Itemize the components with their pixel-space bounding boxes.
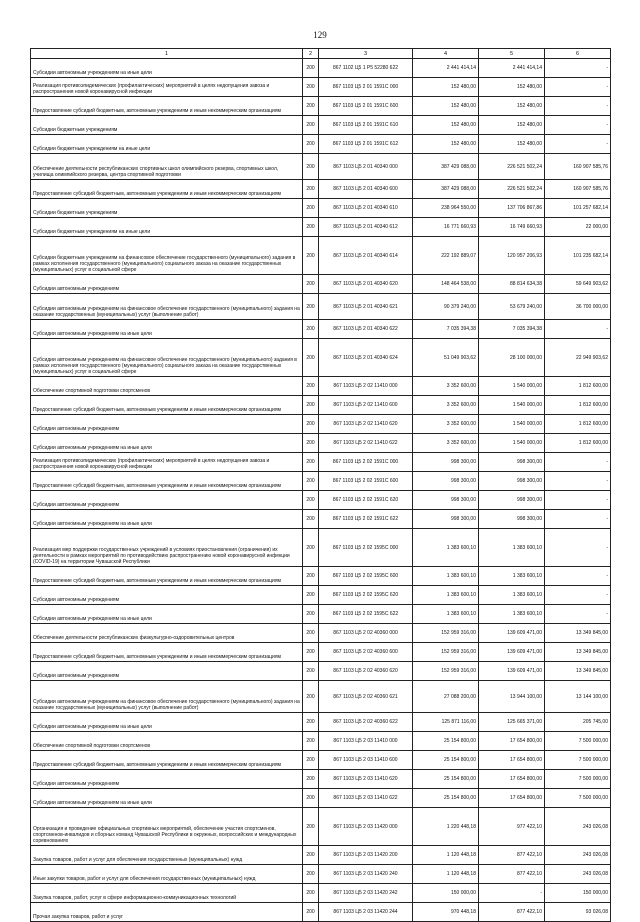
row-code-cell: 200 (303, 605, 319, 624)
table-row (31, 97, 611, 116)
row-approved-cell: 25 154 800,00 (413, 789, 479, 808)
row-kbk-cell: 867 1103 Ц5 2 01 40340 000 (319, 154, 413, 180)
row-approved-cell: 1 220 448,18 (413, 808, 479, 846)
row-code-cell: 200 (303, 135, 319, 154)
row-approved-cell: 3 352 600,00 (413, 434, 479, 453)
row-name-cell: Субсидии автономным учреждениям на финансовое обеспечение государственного (муниципального) задания в рамках исполнения государственного (муниципального) социального заказа на оказание государственных (муниципальных) услуг в социальной сфере (31, 339, 303, 377)
row-executed-cell: 53 679 240,00 (479, 294, 545, 320)
row-approved-cell: 90 379 240,00 (413, 294, 479, 320)
row-remaining-cell: 7 500 000,00 (545, 751, 611, 770)
row-kbk-cell: 867 1103 Ц5 2 02 40360 622 (319, 713, 413, 732)
row-code-cell: 200 (303, 116, 319, 135)
row-kbk-cell: 867 1103 Ц5 2 01 40340 621 (319, 294, 413, 320)
row-executed-cell: 1 540 000,00 (479, 415, 545, 434)
row-code-cell: 200 (303, 732, 319, 751)
row-name-cell: Субсидии бюджетным учреждениям (31, 199, 303, 218)
row-code-cell: 200 (303, 415, 319, 434)
row-code-cell: 200 (303, 237, 319, 275)
row-name-cell: Субсидии автономным учреждениям (31, 491, 303, 510)
report-table (30, 48, 611, 922)
row-name-cell: Предоставление субсидий бюджетным, автономным учреждениям и иным некоммерческим организациям (31, 97, 303, 116)
row-approved-cell: 16 771 660,93 (413, 218, 479, 237)
row-approved-cell: 1 383 600,10 (413, 586, 479, 605)
row-kbk-cell: 867 1103 Ц5 2 02 1595С 000 (319, 529, 413, 567)
row-executed-cell: 120 957 206,93 (479, 237, 545, 275)
row-approved-cell: 148 464 538,00 (413, 275, 479, 294)
row-executed-cell: 16 749 660,93 (479, 218, 545, 237)
row-code-cell: 200 (303, 180, 319, 199)
row-name-cell: Предоставление субсидий бюджетным, автономным учреждениям и иным некоммерческим организациям (31, 396, 303, 415)
row-name-cell: Субсидии автономным учреждениям на иные цели (31, 320, 303, 339)
row-code-cell: 200 (303, 681, 319, 713)
header-cell-kbk: 3 (319, 49, 413, 59)
row-remaining-cell: 13 349 845,00 (545, 662, 611, 681)
row-code-cell: 200 (303, 434, 319, 453)
row-executed-cell: - (479, 884, 545, 903)
row-approved-cell: 3 352 600,00 (413, 377, 479, 396)
row-remaining-cell: 243 026,08 (545, 865, 611, 884)
row-name-cell: Субсидии автономным учреждениям на иные цели (31, 789, 303, 808)
row-code-cell: 200 (303, 59, 319, 78)
row-code-cell: 200 (303, 846, 319, 865)
row-approved-cell: 3 352 600,00 (413, 396, 479, 415)
row-code-cell: 200 (303, 662, 319, 681)
row-name-cell: Реализация мер поддержки государственных учреждений в условиях приостановления (ограничения) их деятельности в рамках мероприятий по противодействию распространению новой коронавирусной инфекции (COVID-19) на территории Чувашской Республики (31, 529, 303, 567)
row-executed-cell: 2 441 414,14 (479, 59, 545, 78)
table-row (31, 732, 611, 751)
row-kbk-cell: 867 1103 Ц5 2 01 40340 600 (319, 180, 413, 199)
row-remaining-cell: 7 500 000,00 (545, 732, 611, 751)
row-approved-cell: 150 000,00 (413, 884, 479, 903)
table-row (31, 789, 611, 808)
row-kbk-cell: 867 1103 Ц5 2 02 11410 600 (319, 396, 413, 415)
row-kbk-cell: 867 1103 Ц5 2 01 40340 622 (319, 320, 413, 339)
table-row (31, 643, 611, 662)
row-name-cell: Предоставление субсидий бюджетным, автономным учреждениям и иным некоммерческим организациям (31, 643, 303, 662)
row-name-cell: Предоставление субсидий бюджетным, автономным учреждениям и иным некоммерческим организациям (31, 567, 303, 586)
row-code-cell: 200 (303, 789, 319, 808)
row-kbk-cell: 867 1103 Ц5 2 02 11410 622 (319, 434, 413, 453)
row-remaining-cell: 7 500 000,00 (545, 770, 611, 789)
row-executed-cell: 1 383 600,10 (479, 586, 545, 605)
row-remaining-cell: 243 026,08 (545, 808, 611, 846)
row-executed-cell: 139 609 471,00 (479, 662, 545, 681)
row-code-cell: 200 (303, 713, 319, 732)
row-name-cell: Иные закупки товаров, работ и услуг для обеспечения государственных (муниципальных) нужд (31, 865, 303, 884)
row-approved-cell: 387 429 088,00 (413, 154, 479, 180)
table-row (31, 751, 611, 770)
row-code-cell: 200 (303, 529, 319, 567)
row-remaining-cell: - (545, 472, 611, 491)
row-kbk-cell: 867 1103 Ц5 2 01 40340 620 (319, 275, 413, 294)
table-row (31, 434, 611, 453)
row-approved-cell: 152 959 316,00 (413, 643, 479, 662)
row-name-cell: Закупка товаров, работ, услуг в сфере информационно-коммуникационных технологий (31, 884, 303, 903)
row-kbk-cell: 867 1103 Ц5 2 02 1591С 622 (319, 510, 413, 529)
row-code-cell: 200 (303, 643, 319, 662)
header-cell-executed: 5 (479, 49, 545, 59)
table-row (31, 218, 611, 237)
row-remaining-cell: 36 700 000,00 (545, 294, 611, 320)
row-approved-cell: 1 383 600,10 (413, 605, 479, 624)
row-executed-cell: 226 521 502,24 (479, 154, 545, 180)
row-code-cell: 200 (303, 808, 319, 846)
row-name-cell: Организация и проведение официальных спортивных мероприятий, обеспечение участия спортсменов, спортсменов-инвалидов и сборных команд Чувашской Республики в окружных, всероссийских и международных соревнованиях (31, 808, 303, 846)
row-kbk-cell: 867 1103 Ц5 2 02 11410 000 (319, 377, 413, 396)
table-row (31, 472, 611, 491)
table-row (31, 586, 611, 605)
row-approved-cell: 152 480,00 (413, 78, 479, 97)
row-approved-cell: 998 300,00 (413, 453, 479, 472)
row-name-cell: Субсидии автономным учреждениям (31, 662, 303, 681)
row-kbk-cell: 867 1103 Ц5 2 03 11410 622 (319, 789, 413, 808)
row-kbk-cell: 867 1103 Ц5 2 03 11410 620 (319, 770, 413, 789)
table-row (31, 662, 611, 681)
row-executed-cell: 226 521 502,24 (479, 180, 545, 199)
row-executed-cell: 139 609 471,00 (479, 624, 545, 643)
row-code-cell: 200 (303, 199, 319, 218)
row-approved-cell: 7 035 394,38 (413, 320, 479, 339)
row-remaining-cell: 160 907 585,76 (545, 154, 611, 180)
table-row (31, 154, 611, 180)
row-approved-cell: 152 480,00 (413, 116, 479, 135)
header-cell-name: 1 (31, 49, 303, 59)
row-remaining-cell: - (545, 567, 611, 586)
row-approved-cell: 1 383 600,10 (413, 567, 479, 586)
row-name-cell: Предоставление субсидий бюджетным, автономным учреждениям и иным некоммерческим организациям (31, 472, 303, 491)
row-executed-cell: 152 480,00 (479, 135, 545, 154)
row-kbk-cell: 867 1103 Ц5 2 03 11420 242 (319, 884, 413, 903)
row-code-cell: 200 (303, 751, 319, 770)
row-approved-cell: 998 300,00 (413, 472, 479, 491)
row-kbk-cell: 867 1102 Ц5 1 P5 52280 622 (319, 59, 413, 78)
row-remaining-cell: 160 907 585,76 (545, 180, 611, 199)
row-name-cell: Обеспечение деятельности республиканских спортивных школ олимпийского резерва, спортивных школ, училища олимпийского резерва, центра спортивной подготовки (31, 154, 303, 180)
row-kbk-cell: 867 1103 Ц5 2 03 11410 600 (319, 751, 413, 770)
row-approved-cell: 998 300,00 (413, 491, 479, 510)
row-code-cell: 200 (303, 320, 319, 339)
row-code-cell: 200 (303, 472, 319, 491)
row-remaining-cell: - (545, 320, 611, 339)
row-executed-cell: 139 609 471,00 (479, 643, 545, 662)
row-remaining-cell: 93 026,08 (545, 903, 611, 922)
row-remaining-cell: 13 349 845,00 (545, 624, 611, 643)
row-kbk-cell: 867 1103 Ц5 2 01 40340 612 (319, 218, 413, 237)
row-remaining-cell: - (545, 135, 611, 154)
row-remaining-cell: - (545, 586, 611, 605)
row-name-cell: Субсидии автономным учреждениям (31, 770, 303, 789)
row-kbk-cell: 867 1103 Ц5 2 02 40360 620 (319, 662, 413, 681)
row-executed-cell: 998 300,00 (479, 472, 545, 491)
row-executed-cell: 125 665 371,00 (479, 713, 545, 732)
row-executed-cell: 7 035 394,38 (479, 320, 545, 339)
table-row (31, 808, 611, 846)
row-approved-cell: 125 871 116,00 (413, 713, 479, 732)
row-name-cell: Закупка товаров, работ и услуг для обеспечения государственных (муниципальных) нужд (31, 846, 303, 865)
row-kbk-cell: 867 1103 Ц5 2 02 1591С 000 (319, 453, 413, 472)
row-executed-cell: 977 422,10 (479, 808, 545, 846)
row-remaining-cell: 1 812 600,00 (545, 415, 611, 434)
row-name-cell: Субсидии автономным учреждениям на иные цели (31, 59, 303, 78)
row-kbk-cell: 867 1103 Ц5 2 02 1591С 620 (319, 491, 413, 510)
table-row (31, 377, 611, 396)
table-row (31, 713, 611, 732)
row-executed-cell: 998 300,00 (479, 453, 545, 472)
row-remaining-cell: 101 235 682,14 (545, 237, 611, 275)
row-remaining-cell: 150 000,00 (545, 884, 611, 903)
table-row (31, 624, 611, 643)
row-name-cell: Субсидии автономным учреждениям (31, 586, 303, 605)
row-name-cell: Обеспечение деятельности республиканских физкультурно-оздоровительных центров (31, 624, 303, 643)
row-name-cell: Субсидии бюджетным учреждениям на финансовое обеспечение государственного (муниципального) задания в рамках исполнения государственного (муниципального) социального заказа на оказание государственных (муниципальных) услуг в социальной сфере (31, 237, 303, 275)
row-kbk-cell: 867 1103 Ц5 2 01 1591С 000 (319, 78, 413, 97)
row-kbk-cell: 867 1103 Ц5 2 03 11420 240 (319, 865, 413, 884)
row-remaining-cell: 13 349 845,00 (545, 643, 611, 662)
row-remaining-cell: - (545, 97, 611, 116)
row-approved-cell: 238 964 550,00 (413, 199, 479, 218)
row-remaining-cell: 1 812 600,00 (545, 434, 611, 453)
table-row (31, 396, 611, 415)
table-row (31, 770, 611, 789)
row-name-cell: Реализация противоэпидемических (профилактических) мероприятий в целях недопущения завоза и распространения новой коронавирусной инфекции (31, 78, 303, 97)
row-approved-cell: 387 429 088,00 (413, 180, 479, 199)
row-code-cell: 200 (303, 396, 319, 415)
header-cell-remaining: 6 (545, 49, 611, 59)
table-row (31, 275, 611, 294)
table-row (31, 237, 611, 275)
row-remaining-cell: 22 000,00 (545, 218, 611, 237)
row-kbk-cell: 867 1103 Ц5 2 03 11420 200 (319, 846, 413, 865)
row-name-cell: Субсидии автономным учреждениям на финансовое обеспечение государственного (муниципального) задания на оказание государственных (муниципальных) услуг (выполнение работ) (31, 681, 303, 713)
row-executed-cell: 1 383 600,10 (479, 529, 545, 567)
row-code-cell: 200 (303, 377, 319, 396)
row-kbk-cell: 867 1103 Ц5 2 02 40360 621 (319, 681, 413, 713)
row-name-cell: Предоставление субсидий бюджетным, автономным учреждениям и иным некоммерческим организациям (31, 751, 303, 770)
row-remaining-cell: - (545, 78, 611, 97)
row-executed-cell: 28 100 000,00 (479, 339, 545, 377)
row-remaining-cell: - (545, 491, 611, 510)
table-row (31, 846, 611, 865)
row-remaining-cell: - (545, 116, 611, 135)
row-name-cell: Субсидии автономным учреждениям на иные цели (31, 713, 303, 732)
row-approved-cell: 3 352 600,00 (413, 415, 479, 434)
row-remaining-cell: 13 144 100,00 (545, 681, 611, 713)
table-row (31, 567, 611, 586)
row-approved-cell: 970 448,18 (413, 903, 479, 922)
row-remaining-cell: 243 026,08 (545, 846, 611, 865)
row-executed-cell: 998 300,00 (479, 491, 545, 510)
table-header-row (31, 49, 611, 59)
row-executed-cell: 1 540 000,00 (479, 434, 545, 453)
row-kbk-cell: 867 1103 Ц5 2 02 1595С 620 (319, 586, 413, 605)
table-row (31, 605, 611, 624)
row-code-cell: 200 (303, 624, 319, 643)
row-kbk-cell: 867 1103 Ц5 2 01 40340 614 (319, 237, 413, 275)
row-kbk-cell: 867 1103 Ц5 2 01 1591С 600 (319, 97, 413, 116)
row-executed-cell: 13 944 100,00 (479, 681, 545, 713)
table-row (31, 884, 611, 903)
row-approved-cell: 27 088 200,00 (413, 681, 479, 713)
row-code-cell: 200 (303, 339, 319, 377)
row-approved-cell: 25 154 800,00 (413, 732, 479, 751)
row-remaining-cell: - (545, 529, 611, 567)
row-approved-cell: 152 480,00 (413, 135, 479, 154)
table-row (31, 903, 611, 922)
row-executed-cell: 17 654 800,00 (479, 751, 545, 770)
row-code-cell: 200 (303, 453, 319, 472)
row-remaining-cell: 101 257 682,14 (545, 199, 611, 218)
row-code-cell: 200 (303, 491, 319, 510)
row-name-cell: Субсидии автономным учреждениям на финансовое обеспечение государственного (муниципального) задания на оказание государственных (муниципальных) услуг (выполнение работ) (31, 294, 303, 320)
row-name-cell: Субсидии бюджетным учреждениям (31, 116, 303, 135)
row-executed-cell: 877 422,10 (479, 865, 545, 884)
table-row (31, 59, 611, 78)
row-kbk-cell: 867 1103 Ц5 2 02 40360 600 (319, 643, 413, 662)
row-name-cell: Обеспечение спортивной подготовки спортсменов (31, 732, 303, 751)
row-approved-cell: 25 154 800,00 (413, 770, 479, 789)
row-kbk-cell: 867 1103 Ц5 2 01 40340 624 (319, 339, 413, 377)
table-row (31, 116, 611, 135)
row-executed-cell: 17 654 800,00 (479, 732, 545, 751)
header-cell-code: 2 (303, 49, 319, 59)
row-kbk-cell: 867 1103 Ц5 2 01 1591С 612 (319, 135, 413, 154)
table-row (31, 865, 611, 884)
row-kbk-cell: 867 1103 Ц5 2 02 40360 000 (319, 624, 413, 643)
row-name-cell: Обеспечение спортивной подготовки спортсменов (31, 377, 303, 396)
row-name-cell: Прочая закупка товаров, работ и услуг (31, 903, 303, 922)
row-kbk-cell: 867 1103 Ц5 2 02 11410 620 (319, 415, 413, 434)
header-cell-approved: 4 (413, 49, 479, 59)
row-executed-cell: 88 814 634,38 (479, 275, 545, 294)
row-code-cell: 200 (303, 294, 319, 320)
table-row (31, 294, 611, 320)
row-code-cell: 200 (303, 586, 319, 605)
row-kbk-cell: 867 1103 Ц5 2 03 11420 244 (319, 903, 413, 922)
row-code-cell: 200 (303, 567, 319, 586)
table-row (31, 681, 611, 713)
table-row (31, 453, 611, 472)
row-remaining-cell: 22 949 903,62 (545, 339, 611, 377)
table-row (31, 320, 611, 339)
row-executed-cell: 17 654 800,00 (479, 789, 545, 808)
row-remaining-cell: - (545, 453, 611, 472)
table-row (31, 135, 611, 154)
row-name-cell: Субсидии автономным учреждениям (31, 275, 303, 294)
row-name-cell: Предоставление субсидий бюджетным, автономным учреждениям и иным некоммерческим организациям (31, 180, 303, 199)
row-kbk-cell: 867 1103 Ц5 2 02 1595С 600 (319, 567, 413, 586)
row-code-cell: 200 (303, 154, 319, 180)
row-approved-cell: 2 441 414,14 (413, 59, 479, 78)
row-executed-cell: 1 540 000,00 (479, 396, 545, 415)
row-kbk-cell: 867 1103 Ц5 2 03 11420 000 (319, 808, 413, 846)
row-name-cell: Субсидии автономным учреждениям на иные цели (31, 510, 303, 529)
row-code-cell: 200 (303, 97, 319, 116)
row-remaining-cell: - (545, 605, 611, 624)
row-remaining-cell: 1 812 600,00 (545, 377, 611, 396)
row-approved-cell: 152 480,00 (413, 97, 479, 116)
table-row (31, 180, 611, 199)
row-approved-cell: 152 959 316,00 (413, 662, 479, 681)
row-approved-cell: 152 959 316,00 (413, 624, 479, 643)
table-row (31, 415, 611, 434)
row-approved-cell: 25 154 800,00 (413, 751, 479, 770)
row-kbk-cell: 867 1103 Ц5 2 01 40340 610 (319, 199, 413, 218)
page-number: 129 (313, 30, 327, 40)
row-executed-cell: 1 540 000,00 (479, 377, 545, 396)
table-row (31, 78, 611, 97)
row-remaining-cell: - (545, 510, 611, 529)
row-code-cell: 200 (303, 510, 319, 529)
row-executed-cell: 998 300,00 (479, 510, 545, 529)
row-code-cell: 200 (303, 884, 319, 903)
table-row (31, 529, 611, 567)
row-remaining-cell: 59 649 903,62 (545, 275, 611, 294)
row-remaining-cell: 205 745,00 (545, 713, 611, 732)
table-row (31, 510, 611, 529)
row-executed-cell: 877 422,10 (479, 846, 545, 865)
row-executed-cell: 152 480,00 (479, 78, 545, 97)
row-approved-cell: 1 120 448,18 (413, 865, 479, 884)
row-kbk-cell: 867 1103 Ц5 2 02 1595С 622 (319, 605, 413, 624)
row-name-cell: Субсидии автономным учреждениям на иные цели (31, 434, 303, 453)
row-remaining-cell: 1 812 600,00 (545, 396, 611, 415)
row-executed-cell: 152 480,00 (479, 116, 545, 135)
row-remaining-cell: 7 500 000,00 (545, 789, 611, 808)
row-code-cell: 200 (303, 903, 319, 922)
table-row (31, 491, 611, 510)
row-approved-cell: 222 192 889,07 (413, 237, 479, 275)
row-executed-cell: 152 480,00 (479, 97, 545, 116)
row-executed-cell: 877 422,10 (479, 903, 545, 922)
row-name-cell: Субсидии автономным учреждениям (31, 415, 303, 434)
row-name-cell: Реализация противоэпидемических (профилактических) мероприятий в целях недопущения завоза и распространения новой коронавирусной инфекции (31, 453, 303, 472)
row-approved-cell: 1 120 448,18 (413, 846, 479, 865)
row-approved-cell: 998 300,00 (413, 510, 479, 529)
row-code-cell: 200 (303, 78, 319, 97)
row-name-cell: Субсидии автономным учреждениям на иные цели (31, 605, 303, 624)
row-executed-cell: 17 654 800,00 (479, 770, 545, 789)
row-approved-cell: 51 049 903,62 (413, 339, 479, 377)
row-executed-cell: 137 706 867,86 (479, 199, 545, 218)
row-code-cell: 200 (303, 770, 319, 789)
row-code-cell: 200 (303, 275, 319, 294)
row-executed-cell: 1 383 600,10 (479, 567, 545, 586)
row-remaining-cell: - (545, 59, 611, 78)
row-kbk-cell: 867 1103 Ц5 2 02 1591С 600 (319, 472, 413, 491)
row-kbk-cell: 867 1103 Ц5 2 03 11410 000 (319, 732, 413, 751)
row-name-cell: Субсидии бюджетным учреждениям на иные цели (31, 218, 303, 237)
table-row (31, 199, 611, 218)
row-approved-cell: 1 383 600,10 (413, 529, 479, 567)
row-kbk-cell: 867 1103 Ц5 2 01 1591С 610 (319, 116, 413, 135)
table-row (31, 339, 611, 377)
row-name-cell: Субсидии бюджетным учреждениям на иные цели (31, 135, 303, 154)
row-code-cell: 200 (303, 865, 319, 884)
row-executed-cell: 1 383 600,10 (479, 605, 545, 624)
row-code-cell: 200 (303, 218, 319, 237)
